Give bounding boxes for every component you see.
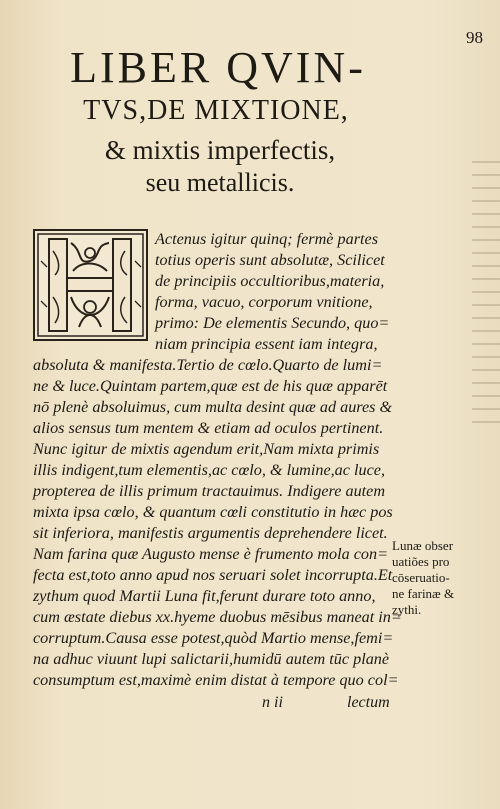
body-line: na adhuc viuunt lupi salictarii,humidū autem tūc planè bbox=[33, 650, 390, 668]
signature-mark: n ii bbox=[262, 694, 283, 711]
catchword: lectum bbox=[347, 694, 390, 711]
body-line: fecta est,toto anno apud nos seruari solet incorrupta.Et bbox=[33, 566, 393, 584]
body-line: totius operis sunt absolutæ, Scilicet bbox=[155, 251, 385, 269]
body-line: Nunc igitur de mixtis agendum erit,Nam mixta primis bbox=[33, 440, 380, 458]
decorated-initial bbox=[33, 229, 148, 341]
body-line: Actenus igitur quinq; fermè partes bbox=[155, 230, 378, 248]
title-line-2: TVS,DE MIXTIONE, bbox=[83, 95, 349, 126]
body-line: sit inferiora, manifestis argumentis deprehendere licet. bbox=[33, 524, 388, 542]
body-line: consumptum est,maximè enim distat à tempore quo col= bbox=[33, 671, 399, 689]
body-line: niam principia essent iam integra, bbox=[155, 335, 378, 353]
title-line-1: LIBER QVIN- bbox=[70, 43, 366, 92]
margin-note-line: zythi. bbox=[392, 602, 422, 617]
body-line: zythum quod Martii Luna fit,ferunt durare toto anno, bbox=[33, 587, 376, 605]
body-line: corruptum.Causa esse potest,quòd Martio mense,femi= bbox=[33, 629, 394, 647]
body-line: mixta ipsa cœlo, & quantum cœli constitutio in hæc pos bbox=[33, 503, 393, 521]
body-line: absoluta & manifesta.Tertio de cœlo.Quarto de lumi= bbox=[33, 356, 383, 374]
body-line: ne & luce.Quintam partem,quæ est de his quæ apparēt bbox=[33, 377, 388, 395]
initial-ornament-icon bbox=[35, 231, 146, 339]
show-through-text bbox=[472, 150, 500, 430]
body-line: forma, vacuo, corporum vnitione, bbox=[155, 293, 373, 311]
body-line: alios sensus tum mentem & etiam ad oculos pertinent. bbox=[33, 419, 384, 437]
body-line: propterea de illis primum tractauimus. Indigere autem bbox=[33, 482, 386, 500]
margin-note-line: cōseruatio- bbox=[392, 570, 450, 585]
body-line: illis indigent,tum elementis,ac cœlo, & lumine,ac luce, bbox=[33, 461, 386, 479]
body-line: primo: De elementis Secundo, quo= bbox=[155, 314, 390, 332]
folio-number: 98 bbox=[466, 28, 483, 47]
margin-note-line: ne farinæ & bbox=[392, 586, 455, 601]
margin-note-line: uatiões pro bbox=[392, 554, 450, 569]
body-line: Nam farina quæ Augusto mense è frumento mola con= bbox=[33, 545, 389, 563]
title-line-3: & mixtis imperfectis, bbox=[104, 135, 336, 165]
body-line: nō plenè absoluimus, cum multa desint quæ ad aures & bbox=[33, 398, 393, 416]
body-line: de principiis occultioribus,materia, bbox=[155, 272, 385, 290]
title-line-4: seu metallicis. bbox=[145, 168, 295, 197]
body-line: cum æstate diebus xx.hyeme duobus mēsibus maneat in= bbox=[33, 608, 402, 626]
margin-note-line: Lunæ obser bbox=[392, 538, 454, 553]
